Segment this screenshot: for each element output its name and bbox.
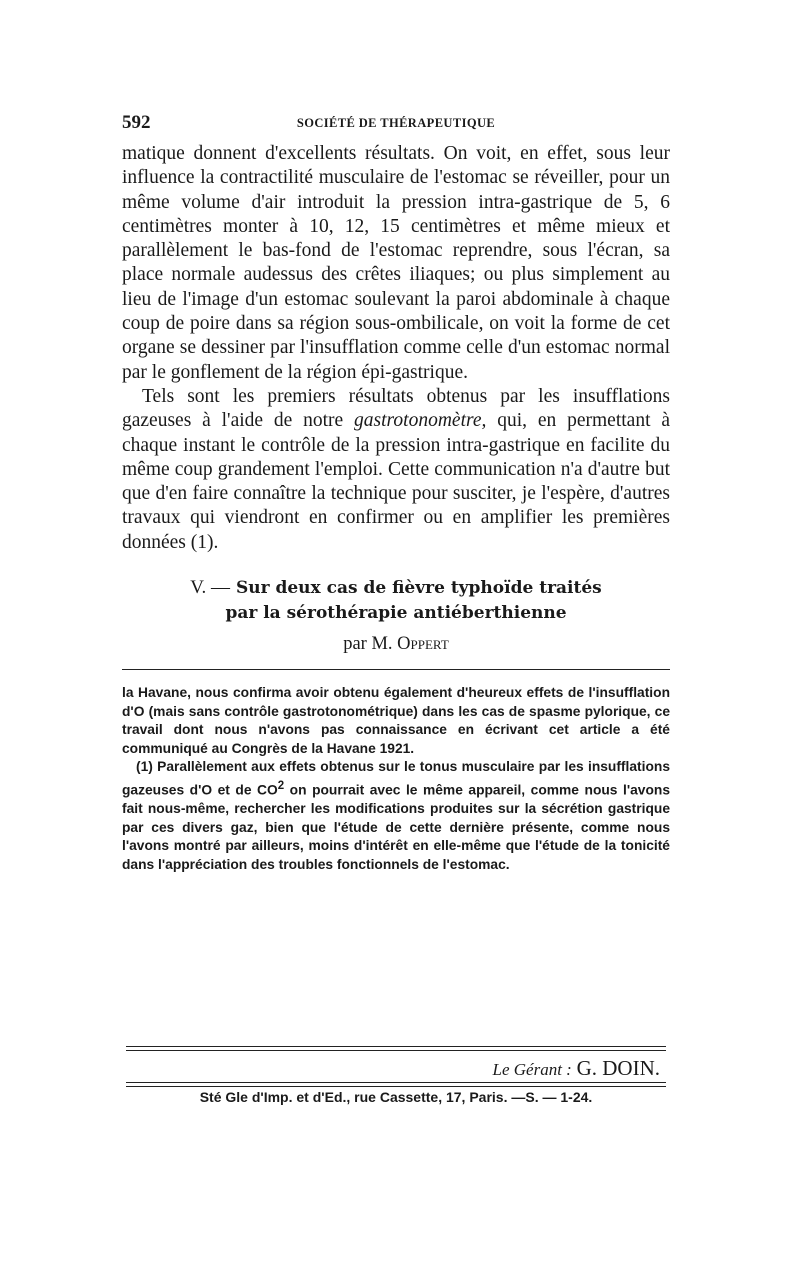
paragraph-text-end: qui, en permettant à chaque instant le contrôle de la pression intra-gastrique en facilite du même coup grandement l'emploi. Cette communication n'a d'autre but que d'en faire connaître la technique pour susciter, je l'espère, d'autres travaux qui viendront en confirmer ou en amplifier les premières données (1). — [122, 410, 670, 553]
author-prefix: par M. — [343, 634, 393, 655]
gerant-name: G. DOIN. — [576, 1056, 660, 1080]
footnote-1-text-start: (1) Parallèlement aux effets obtenus sur le tonus musculaire par les insufflations gazeuses d'O et de CO — [122, 759, 670, 798]
printer-imprint: Sté Gle d'Imp. et d'Ed., rue Cassette, 17, Paris. —S. — 1-24. — [199, 1089, 593, 1105]
section-title-line-2: par la sérothérapie antiéberthienne — [225, 603, 567, 624]
paragraph-text-start: Tels sont les premiers résultats obtenus par les insufflations gazeuses à l'aide de notre — [122, 385, 670, 432]
page-number: 592 — [122, 112, 151, 133]
section-title-line-1 — [122, 575, 670, 601]
paragraph-continued: matique donnent d'excellents résultats. On voit, en effet, sous leur influence la contractilité musculaire de l'estomac se réveiller, pour un même volume d'air introduit la pression intra-gastrique de 5, 6 centimètres monter à 10, 12, 15 centimètres et même mieux et parallèlement le bas-fond de l'estomac reprendre, sous l'écran, sa place normale audessus des crêtes iliaques; ou plus simplement au lieu de l'image d'un estomac soulevant la paroi abdominale à chaque coup de poire dans sa région sous-ombilicale, on voit la forme de cet organe se dessiner par l'insufflation comme celle d'un estomac normal par le gonflement de la région épi-gastrique. — [122, 143, 670, 383]
main-text — [122, 142, 670, 555]
footnote-1-superscript: 2 — [277, 780, 285, 793]
footnote-1-text-end: on pourrait avec le même appareil, comme nous l'avons fait nous-même, rechercher les modifications produites sur la sécrétion gastrique par ces divers gaz, bien que l'étude de cette dernière présente, comme nous l'avons montré par ailleurs, moins d'intérêt en elle-même que l'étude de la tonicité dans l'appréciation des troubles fonctionnels de l'estomac. — [122, 782, 670, 872]
running-header — [122, 112, 670, 142]
footnote-separator — [122, 669, 670, 670]
colophon-rule-bottom — [126, 1082, 666, 1083]
section-heading — [122, 575, 670, 626]
colophon-rule-top-inner — [126, 1050, 666, 1051]
author-name: Oppert — [397, 634, 449, 655]
gerant-line — [493, 1056, 660, 1081]
author-line — [122, 634, 670, 655]
colophon-rule-top — [126, 1046, 666, 1047]
gerant-label: Le Gérant : — [492, 1060, 572, 1079]
colophon-rule-bottom-inner — [126, 1086, 666, 1087]
footnote-continued: la Havane, nous confirma avoir obtenu également d'heureux effets de l'insufflation d'O (mais sans contrôle gastrotonométrique) dans les cas de spasme pylorique, ce travail dont nous n'avons pas connaissance en écrivant cet article a été communiqué au Congrès de la Havane 1921. — [122, 685, 670, 756]
book-page — [122, 112, 670, 875]
instrument-name: gastrotonomètre, — [354, 410, 487, 432]
footnote-1 — [122, 758, 670, 874]
section-title-text-1: Sur deux cas de fièvre typhoïde traités — [235, 578, 602, 599]
paragraph-conclusion — [122, 385, 670, 555]
footnotes — [122, 684, 670, 875]
section-number: V. — — [190, 577, 231, 599]
running-title: SOCIÉTÉ DE THÉRAPEUTIQUE — [296, 116, 496, 130]
